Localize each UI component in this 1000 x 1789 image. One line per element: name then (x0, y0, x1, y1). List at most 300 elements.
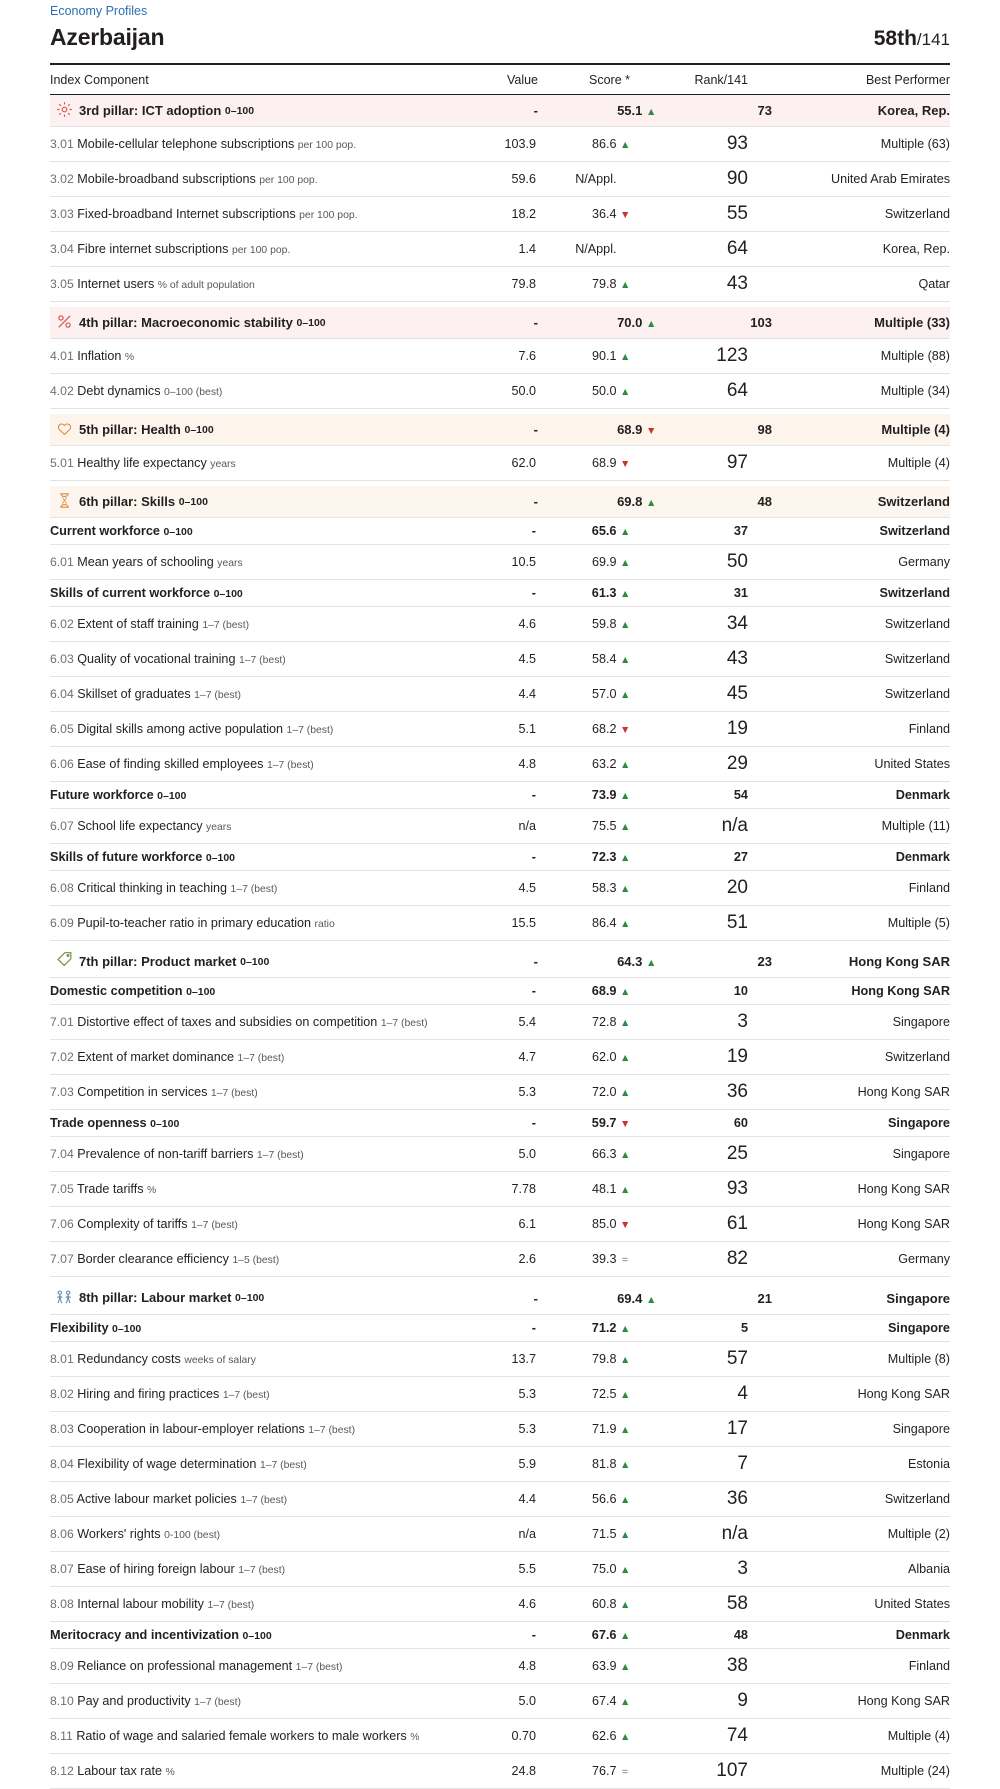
indicator-rank: 29 (656, 747, 772, 782)
heart-icon (54, 420, 74, 437)
indicator-label: 8.02 Hiring and firing practices 1–7 (best) (50, 1376, 450, 1411)
indicator-unit: per 100 pop. (259, 175, 318, 187)
indicator-best-performer: Hong Kong SAR (772, 1207, 950, 1242)
indicator-unit: 1–7 (best) (194, 690, 241, 702)
subindex-range: 0–100 (163, 526, 193, 539)
table-row[interactable] (50, 1040, 950, 1075)
indicator-score: 86.6 ▲ (538, 127, 656, 162)
index-component-table (50, 65, 950, 1789)
pillar-label (50, 414, 450, 446)
pillar-label (50, 307, 450, 339)
indicator-unit: 1–7 (best) (256, 1150, 304, 1162)
trend-up-icon: ▲ (620, 852, 631, 865)
pillar-label (50, 1282, 450, 1314)
pillar-rank: 73 (656, 95, 772, 127)
indicator-unit: per 100 pop. (297, 140, 357, 152)
indicator-score: 72.8 ▲ (538, 1005, 656, 1040)
indicator-unit: 1–7 (best) (308, 1424, 356, 1436)
indicator-best-performer: Multiple (34) (772, 374, 950, 409)
indicator-label: 8.01 Redundancy costs weeks of salary (50, 1341, 450, 1376)
indicator-unit: 1–7 (best) (238, 1564, 286, 1576)
indicator-index: 8.11 (50, 1728, 73, 1743)
indicator-index: 7.02 (50, 1050, 74, 1065)
table-row[interactable] (50, 1137, 950, 1172)
indicator-best-performer: Switzerland (772, 677, 950, 712)
indicator-best-performer: Singapore (772, 1137, 950, 1172)
indicator-score: 39.3 = (538, 1242, 656, 1277)
indicator-value: 5.9 (450, 1446, 538, 1481)
subindex-row[interactable] (50, 580, 950, 607)
trend-up-icon: ▲ (620, 386, 631, 399)
table-row[interactable] (50, 906, 950, 941)
table-row[interactable] (50, 162, 950, 197)
indicator-rank: 25 (656, 1137, 772, 1172)
indicator-value: 24.8 (450, 1753, 538, 1788)
table-row[interactable] (50, 747, 950, 782)
indicator-label: 7.06 Complexity of tariffs 1–7 (best) (50, 1207, 450, 1242)
indicator-rank: 51 (656, 906, 772, 941)
pillar-range: 0–100 (178, 496, 208, 509)
indicator-score: 71.5 ▲ (538, 1516, 656, 1551)
pillar-name: 6th pillar: Skills (79, 494, 176, 510)
indicator-value: 6.1 (450, 1207, 538, 1242)
indicator-unit: 1–7 (best) (240, 1494, 288, 1506)
indicator-unit: % (165, 1766, 175, 1778)
indicator-index: 8.08 (50, 1596, 74, 1611)
indicator-value: 4.6 (450, 607, 538, 642)
table-row[interactable] (50, 871, 950, 906)
subindex-label: Domestic competition 0–100 (50, 978, 450, 1005)
indicator-rank: 36 (656, 1481, 772, 1516)
table-row[interactable] (50, 1718, 950, 1753)
indicator-score: 75.0 ▲ (538, 1551, 656, 1586)
pillar-best-performer: Hong Kong SAR (772, 946, 950, 978)
indicator-score: 75.5 ▲ (538, 809, 656, 844)
indicator-best-performer: United Arab Emirates (772, 162, 950, 197)
table-row[interactable] (50, 712, 950, 747)
pillar-range: 0–100 (224, 105, 255, 117)
overall-rank (874, 27, 950, 51)
indicator-unit: 1–7 (best) (194, 1696, 241, 1708)
indicator-label: 3.04 Fibre internet subscriptions per 100 pop. (50, 232, 450, 267)
indicator-unit: 1–7 (best) (210, 1088, 258, 1100)
pillar-range: 0–100 (240, 956, 270, 969)
indicator-rank: 58 (656, 1586, 772, 1621)
table-row[interactable] (50, 1376, 950, 1411)
indicator-rank: 4 (656, 1376, 772, 1411)
indicator-score: 60.8 ▲ (538, 1586, 656, 1621)
hourglass-icon (54, 492, 74, 509)
col-rank: Rank/141 (656, 65, 772, 95)
indicator-label: 7.07 Border clearance efficiency 1–5 (best) (50, 1242, 450, 1277)
indicator-label: 8.03 Cooperation in labour-employer relations 1–7 (best) (50, 1411, 450, 1446)
table-row[interactable] (50, 1446, 950, 1481)
indicator-rank: 9 (656, 1683, 772, 1718)
pillar-rank: 48 (656, 486, 772, 518)
subindex-range: 0–100 (213, 588, 243, 601)
table-row[interactable] (50, 1683, 950, 1718)
indicator-rank: 82 (656, 1242, 772, 1277)
indicator-rank: 57 (656, 1341, 772, 1376)
trend-up-icon: ▲ (620, 139, 631, 152)
indicator-rank: 17 (656, 1411, 772, 1446)
pillar-label (50, 95, 450, 127)
page-title: Azerbaijan (50, 24, 165, 50)
table-row[interactable] (50, 545, 950, 580)
trend-up-icon: ▲ (620, 351, 631, 364)
pillar-range: 0–100 (184, 424, 214, 437)
indicator-value: 15.5 (450, 906, 538, 941)
indicator-rank: 7 (656, 1446, 772, 1481)
indicator-score: 57.0 ▲ (538, 677, 656, 712)
indicator-index: 3.01 (50, 137, 74, 152)
subindex-label: Current workforce 0–100 (50, 518, 450, 545)
indicator-best-performer: United States (772, 1586, 950, 1621)
indicator-index: 7.04 (50, 1147, 74, 1162)
trend-up-icon: ▲ (620, 1660, 631, 1673)
indicator-unit: 1–7 (best) (380, 1018, 428, 1030)
table-row[interactable] (50, 1516, 950, 1551)
indicator-value: 7.6 (450, 339, 538, 374)
indicator-value: 4.7 (450, 1040, 538, 1075)
pillar-value: - (450, 95, 538, 127)
rank-value: 58th (873, 27, 917, 50)
indicator-index: 3.03 (50, 207, 74, 222)
pillar-best-performer: Multiple (4) (772, 414, 950, 446)
indicator-label: 3.03 Fixed-broadband Internet subscriptions per 100 pop. (50, 197, 450, 232)
table-row[interactable] (50, 1551, 950, 1586)
indicator-value: 103.9 (450, 127, 538, 162)
indicator-score: 63.9 ▲ (538, 1648, 656, 1683)
subindex-range: 0–100 (112, 1322, 142, 1335)
trend-equal-icon: = (621, 1765, 629, 1778)
subindex-value: - (450, 580, 538, 607)
indicator-best-performer: Finland (772, 871, 950, 906)
indicator-label: 8.04 Flexibility of wage determination 1–7 (best) (50, 1446, 450, 1481)
indicator-unit: ratio (314, 919, 335, 931)
indicator-score: 69.9 ▲ (538, 545, 656, 580)
indicator-unit: 1–7 (best) (238, 655, 286, 667)
indicator-value: 0.70 (450, 1718, 538, 1753)
subindex-label: Flexibility 0–100 (50, 1314, 450, 1341)
indicator-value: 4.5 (450, 642, 538, 677)
trend-up-icon: ▲ (620, 790, 631, 803)
subindex-rank: 10 (656, 978, 772, 1005)
pillar-row[interactable] (50, 414, 950, 446)
indicator-score: 68.9 ▼ (538, 446, 656, 481)
indicator-value: 1.4 (450, 232, 538, 267)
pillar-best-performer: Switzerland (772, 486, 950, 518)
trend-up-icon: ▲ (646, 318, 657, 331)
indicator-best-performer: Switzerland (772, 607, 950, 642)
table-row[interactable] (50, 1075, 950, 1110)
table-row[interactable] (50, 1586, 950, 1621)
trend-up-icon: ▲ (620, 1458, 631, 1471)
pillar-range: 0–100 (296, 317, 326, 330)
indicator-best-performer: United States (772, 747, 950, 782)
trend-up-icon: ▲ (620, 557, 631, 570)
table-row[interactable] (50, 339, 950, 374)
indicator-label: 6.03 Quality of vocational training 1–7 (best) (50, 642, 450, 677)
subindex-row[interactable] (50, 1621, 950, 1648)
indicator-score: 66.3 ▲ (538, 1137, 656, 1172)
subindex-value: - (450, 844, 538, 871)
subindex-row[interactable] (50, 782, 950, 809)
indicator-score: 76.7 = (538, 1753, 656, 1788)
pillar-best-performer: Singapore (772, 1282, 950, 1314)
pillar-name: 3rd pillar: ICT adoption (79, 103, 222, 119)
trend-up-icon: ▲ (620, 1629, 631, 1642)
trend-down-icon: ▼ (620, 1219, 631, 1232)
indicator-index: 7.03 (50, 1085, 74, 1100)
indicator-score: 85.0 ▼ (538, 1207, 656, 1242)
table-row[interactable] (50, 642, 950, 677)
indicator-label: 6.06 Ease of finding skilled employees 1–7 (best) (50, 747, 450, 782)
indicator-unit: 1–5 (best) (232, 1255, 280, 1267)
table-row[interactable] (50, 809, 950, 844)
indicator-score: 81.8 ▲ (538, 1446, 656, 1481)
indicator-label: 8.09 Reliance on professional management 1–7 (best) (50, 1648, 450, 1683)
indicator-label: 6.07 School life expectancy years (50, 809, 450, 844)
indicator-best-performer: Hong Kong SAR (772, 1075, 950, 1110)
indicator-best-performer: Germany (772, 545, 950, 580)
indicator-best-performer: Singapore (772, 1005, 950, 1040)
subindex-best-performer: Switzerland (772, 580, 950, 607)
indicator-index: 7.05 (50, 1182, 74, 1197)
pillar-row[interactable] (50, 1282, 950, 1314)
indicator-rank: 36 (656, 1075, 772, 1110)
subindex-rank: 5 (656, 1314, 772, 1341)
subindex-row[interactable] (50, 518, 950, 545)
indicator-score: 58.3 ▲ (538, 871, 656, 906)
indicator-rank: 97 (656, 446, 772, 481)
trend-up-icon: ▲ (646, 957, 657, 970)
indicator-index: 8.06 (50, 1526, 74, 1541)
trend-up-icon: ▲ (620, 526, 631, 539)
subindex-rank: 48 (656, 1621, 772, 1648)
indicator-rank: 19 (656, 1040, 772, 1075)
table-row[interactable] (50, 1481, 950, 1516)
pillar-row[interactable] (50, 946, 950, 978)
indicator-unit: % (124, 352, 135, 364)
pillar-row[interactable] (50, 486, 950, 518)
table-row[interactable] (50, 1172, 950, 1207)
table-row[interactable] (50, 197, 950, 232)
indicator-score: N/Appl. (538, 162, 656, 197)
indicator-best-performer: Multiple (8) (772, 1341, 950, 1376)
indicator-label: 8.12 Labour tax rate % (50, 1753, 450, 1788)
trend-up-icon: ▲ (620, 1149, 631, 1162)
pillar-label (50, 946, 450, 978)
indicator-best-performer: Switzerland (772, 1040, 950, 1075)
table-row[interactable] (50, 607, 950, 642)
percent-icon (54, 313, 74, 330)
pillar-rank: 98 (656, 414, 772, 446)
indicator-rank: 93 (656, 1172, 772, 1207)
pillar-rank: 21 (656, 1282, 772, 1314)
subindex-label: Trade openness 0–100 (50, 1110, 450, 1137)
indicator-rank: 93 (656, 127, 772, 162)
subindex-best-performer: Denmark (772, 844, 950, 871)
indicator-value: 5.4 (450, 1005, 538, 1040)
table-row[interactable] (50, 446, 950, 481)
indicator-score: 79.8 ▲ (538, 267, 656, 302)
pillar-score: 64.3 ▲ (538, 946, 656, 978)
indicator-best-performer: Finland (772, 1648, 950, 1683)
indicator-score: 36.4 ▼ (538, 197, 656, 232)
breadcrumb[interactable]: Economy Profiles (50, 4, 148, 18)
indicator-rank: 107 (656, 1753, 772, 1788)
pillar-best-performer: Multiple (33) (772, 307, 950, 339)
trend-up-icon: ▲ (620, 1598, 631, 1611)
indicator-best-performer: Qatar (772, 267, 950, 302)
table-row[interactable] (50, 1753, 950, 1788)
table-row[interactable] (50, 374, 950, 409)
trend-up-icon: ▲ (620, 1388, 631, 1401)
pillar-name: 7th pillar: Product market (79, 954, 237, 970)
pillar-score: 69.4 ▲ (538, 1282, 656, 1314)
trend-up-icon: ▲ (620, 1087, 631, 1100)
indicator-index: 8.09 (50, 1658, 74, 1673)
indicator-best-performer: Multiple (88) (772, 339, 950, 374)
indicator-rank: 64 (656, 232, 772, 267)
indicator-value: n/a (450, 809, 538, 844)
indicator-value: 5.0 (450, 1137, 538, 1172)
indicator-rank: 74 (656, 1718, 772, 1753)
indicator-index: 8.10 (50, 1693, 74, 1708)
indicator-unit: 0-100 (best) (164, 1529, 221, 1541)
indicator-unit: 1–7 (best) (230, 884, 278, 896)
indicator-index: 6.09 (50, 916, 74, 931)
subindex-range: 0–100 (157, 790, 187, 803)
indicator-value: 5.0 (450, 1683, 538, 1718)
indicator-index: 6.07 (50, 819, 74, 834)
indicator-rank: 64 (656, 374, 772, 409)
indicator-label: 6.01 Mean years of schooling years (50, 545, 450, 580)
indicator-best-performer: Switzerland (772, 1481, 950, 1516)
indicator-value: n/a (450, 1516, 538, 1551)
indicator-best-performer: Multiple (4) (772, 446, 950, 481)
pillar-value: - (450, 1282, 538, 1314)
pillar-row[interactable] (50, 95, 950, 127)
indicator-label: 6.08 Critical thinking in teaching 1–7 (best) (50, 871, 450, 906)
indicator-index: 8.02 (50, 1386, 74, 1401)
indicator-score: N/Appl. (538, 232, 656, 267)
subindex-row[interactable] (50, 1110, 950, 1137)
table-row[interactable] (50, 232, 950, 267)
indicator-score: 50.0 ▲ (538, 374, 656, 409)
pillar-score: 55.1 ▲ (538, 95, 656, 127)
indicator-value: 4.5 (450, 871, 538, 906)
indicator-rank: 123 (656, 339, 772, 374)
table-row[interactable] (50, 1648, 950, 1683)
indicator-index: 8.07 (50, 1561, 74, 1576)
indicator-rank: 43 (656, 642, 772, 677)
pillar-value: - (450, 414, 538, 446)
indicator-value: 5.5 (450, 1551, 538, 1586)
pillar-score: 70.0 ▲ (538, 307, 656, 339)
col-value: Value (450, 65, 538, 95)
indicator-index: 6.04 (50, 687, 74, 702)
subindex-rank: 37 (656, 518, 772, 545)
table-row[interactable] (50, 1411, 950, 1446)
subindex-row[interactable] (50, 978, 950, 1005)
trend-up-icon: ▲ (620, 1695, 631, 1708)
indicator-value: 79.8 (450, 267, 538, 302)
subindex-value: - (450, 518, 538, 545)
pillar-rank: 103 (656, 307, 772, 339)
table-row[interactable] (50, 127, 950, 162)
table-row[interactable] (50, 1341, 950, 1376)
indicator-index: 6.03 (50, 652, 74, 667)
indicator-score: 48.1 ▲ (538, 1172, 656, 1207)
indicator-unit: years (210, 459, 236, 471)
trend-down-icon: ▼ (620, 209, 631, 222)
indicator-unit: 0–100 (best) (164, 387, 223, 399)
pillar-row[interactable] (50, 307, 950, 339)
table-row[interactable] (50, 677, 950, 712)
subindex-row[interactable] (50, 844, 950, 871)
indicator-rank: n/a (656, 809, 772, 844)
indicator-best-performer: Hong Kong SAR (772, 1683, 950, 1718)
pillar-best-performer: Korea, Rep. (772, 95, 950, 127)
table-row[interactable] (50, 267, 950, 302)
trend-up-icon: ▲ (620, 1052, 631, 1065)
trend-up-icon: ▲ (620, 821, 631, 834)
indicator-score: 72.5 ▲ (538, 1376, 656, 1411)
indicator-rank: 45 (656, 677, 772, 712)
indicator-value: 59.6 (450, 162, 538, 197)
indicator-unit: 1–7 (best) (266, 760, 314, 772)
indicator-unit: years (206, 822, 232, 834)
indicator-best-performer: Hong Kong SAR (772, 1172, 950, 1207)
indicator-score: 71.9 ▲ (538, 1411, 656, 1446)
indicator-value: 4.4 (450, 1481, 538, 1516)
trend-equal-icon: = (621, 1254, 629, 1267)
indicator-best-performer: Estonia (772, 1446, 950, 1481)
pillar-name: 4th pillar: Macroeconomic stability (79, 315, 293, 331)
indicator-score: 72.0 ▲ (538, 1075, 656, 1110)
indicator-label: 6.02 Extent of staff training 1–7 (best) (50, 607, 450, 642)
indicator-label: 3.05 Internet users % of adult population (50, 267, 450, 302)
table-row[interactable] (50, 1242, 950, 1277)
subindex-label: Skills of future workforce 0–100 (50, 844, 450, 871)
indicator-rank: 20 (656, 871, 772, 906)
indicator-score: 79.8 ▲ (538, 1341, 656, 1376)
trend-up-icon: ▲ (620, 689, 631, 702)
trend-up-icon: ▲ (620, 759, 631, 772)
indicator-unit: 1–7 (best) (237, 1053, 285, 1065)
indicator-index: 6.01 (50, 555, 74, 570)
trend-up-icon: ▲ (646, 497, 657, 510)
subindex-row[interactable] (50, 1314, 950, 1341)
table-row[interactable] (50, 1005, 950, 1040)
trend-up-icon: ▲ (620, 1423, 631, 1436)
indicator-rank: 90 (656, 162, 772, 197)
trend-down-icon: ▼ (620, 458, 631, 471)
indicator-best-performer: Albania (772, 1551, 950, 1586)
indicator-rank: 38 (656, 1648, 772, 1683)
indicator-value: 4.8 (450, 747, 538, 782)
indicator-index: 6.08 (50, 881, 74, 896)
subindex-range: 0–100 (205, 852, 236, 865)
indicator-index: 3.04 (50, 242, 74, 257)
table-row[interactable] (50, 1207, 950, 1242)
pillar-label (50, 486, 450, 518)
indicator-score: 68.2 ▼ (538, 712, 656, 747)
indicator-best-performer: Multiple (4) (772, 1718, 950, 1753)
subindex-score: 73.9 ▲ (538, 782, 656, 809)
